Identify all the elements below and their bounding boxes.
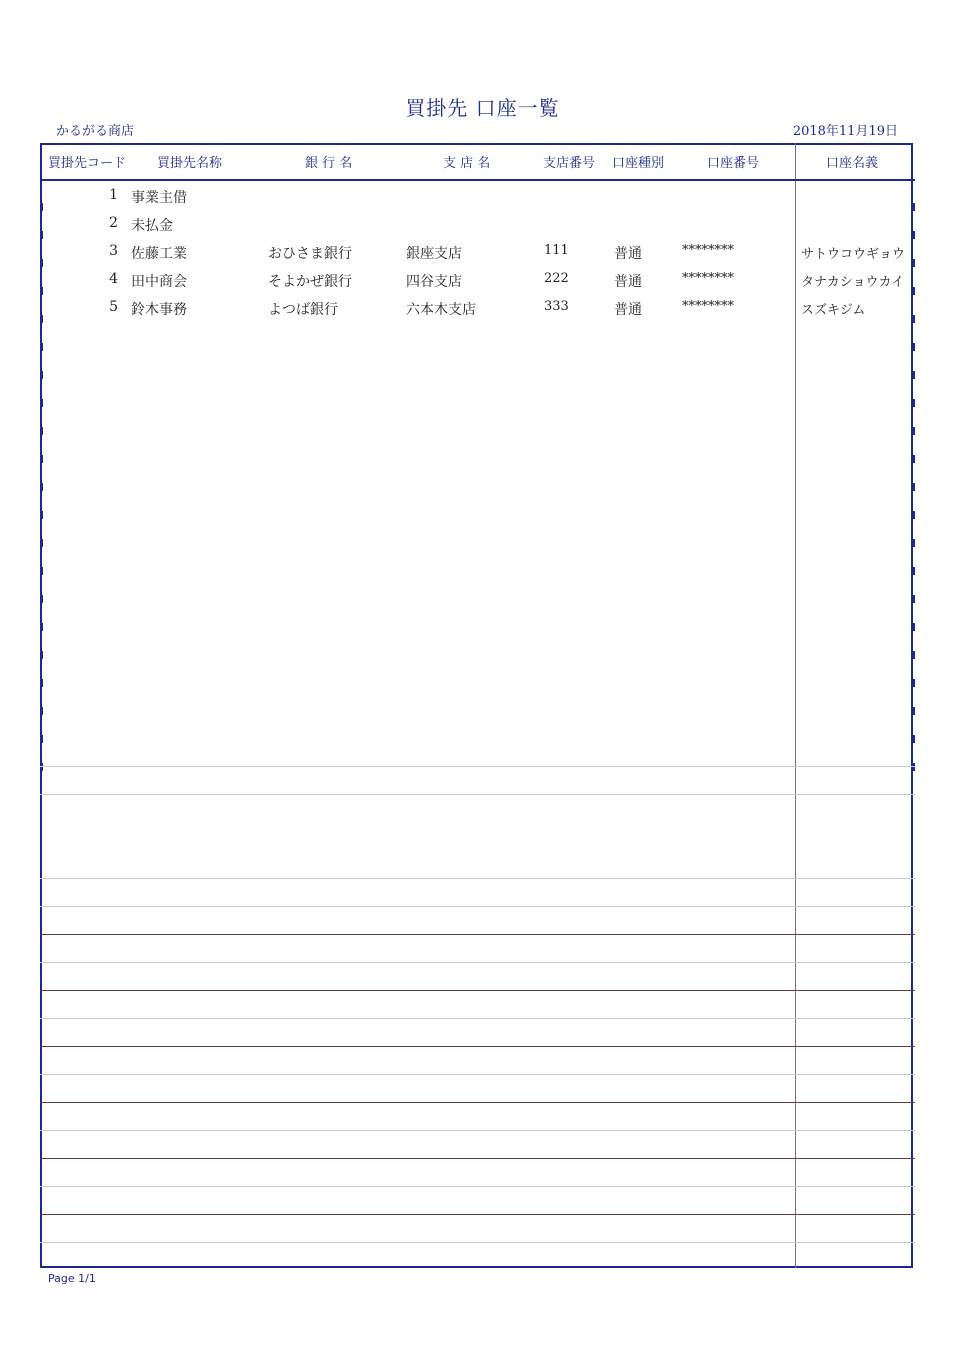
cell-branch-no: 111 [544,243,569,258]
cell-holder: サトウコウギョウ [801,247,906,262]
cell-account-type: 普通 [614,302,642,318]
row-tick [40,319,915,320]
table-row [0,293,965,321]
header-account-no: 口座番号 [707,156,760,171]
cell-holder: スズキジム [801,303,866,318]
row-tick [40,347,915,348]
cell-code: 2 [109,215,118,231]
cell-branch: 銀座支店 [406,246,462,262]
row-tick [40,711,915,712]
row-rule [40,766,915,767]
header-branch: 支 店 名 [443,156,491,171]
cell-account-no: ******** [682,243,734,258]
header-branch-no: 支店番号 [543,156,596,171]
row-tick [40,627,915,628]
table-row [0,181,965,209]
row-tick [40,207,915,208]
row-tick [40,263,915,264]
row-tick [40,235,915,236]
report-title: 買掛先 口座一覧 [405,96,560,120]
row-rule [40,906,915,907]
header-holder: 口座名義 [826,156,879,171]
row-tick [40,599,915,600]
row-rule [40,878,915,879]
cell-account-type: 普通 [614,274,642,290]
page-number: Page 1/1 [48,1272,96,1285]
header-bank: 銀 行 名 [305,156,353,171]
header-name: 買掛先名称 [157,156,223,171]
company-name: かるがる商店 [56,124,135,139]
row-rule [40,1102,915,1103]
row-tick [40,655,915,656]
row-tick [40,683,915,684]
row-tick [40,487,915,488]
row-rule [40,794,915,795]
report-date: 2018年11月19日 [792,124,898,139]
cell-code: 3 [109,243,118,259]
cell-code: 1 [109,187,118,203]
row-rule [40,990,915,991]
cell-account-type: 普通 [614,246,642,262]
table-row [0,209,965,237]
cell-branch: 四谷支店 [406,274,462,290]
row-rule [40,1242,915,1243]
row-rule [40,1074,915,1075]
row-rule [40,1186,915,1187]
cell-account-no: ******** [682,271,734,286]
cell-holder: タナカショウカイ [801,275,905,290]
row-tick [40,375,915,376]
cell-account-no: ******** [682,299,734,314]
cell-bank: そよかぜ銀行 [268,274,352,290]
row-rule [40,1130,915,1131]
cell-bank: よつば銀行 [268,302,338,318]
cell-branch-no: 333 [544,299,569,314]
table-row [0,265,965,293]
row-tick [40,767,915,768]
cell-name: 事業主借 [131,190,187,206]
row-tick [40,543,915,544]
cell-branch: 六本木支店 [406,302,476,318]
cell-name: 鈴木事務 [131,302,187,318]
row-tick [40,291,915,292]
cell-code: 5 [109,299,118,315]
row-tick [40,431,915,432]
cell-name: 未払金 [131,218,173,234]
table-row [0,237,965,265]
row-tick [40,459,915,460]
row-rule [40,962,915,963]
header-account-type: 口座種別 [612,156,665,171]
row-rule [40,1046,915,1047]
row-rule [40,1214,915,1215]
row-tick [40,515,915,516]
row-tick [40,571,915,572]
cell-name: 佐藤工業 [131,246,187,262]
row-tick [40,403,915,404]
cell-branch-no: 222 [544,271,569,286]
row-rule [40,1158,915,1159]
row-tick [40,739,915,740]
row-rule [40,1018,915,1019]
header-code: 買掛先コード [48,156,127,171]
row-rule [40,934,915,935]
cell-code: 4 [109,271,118,287]
cell-bank: おひさま銀行 [268,246,352,262]
cell-name: 田中商会 [131,274,187,290]
